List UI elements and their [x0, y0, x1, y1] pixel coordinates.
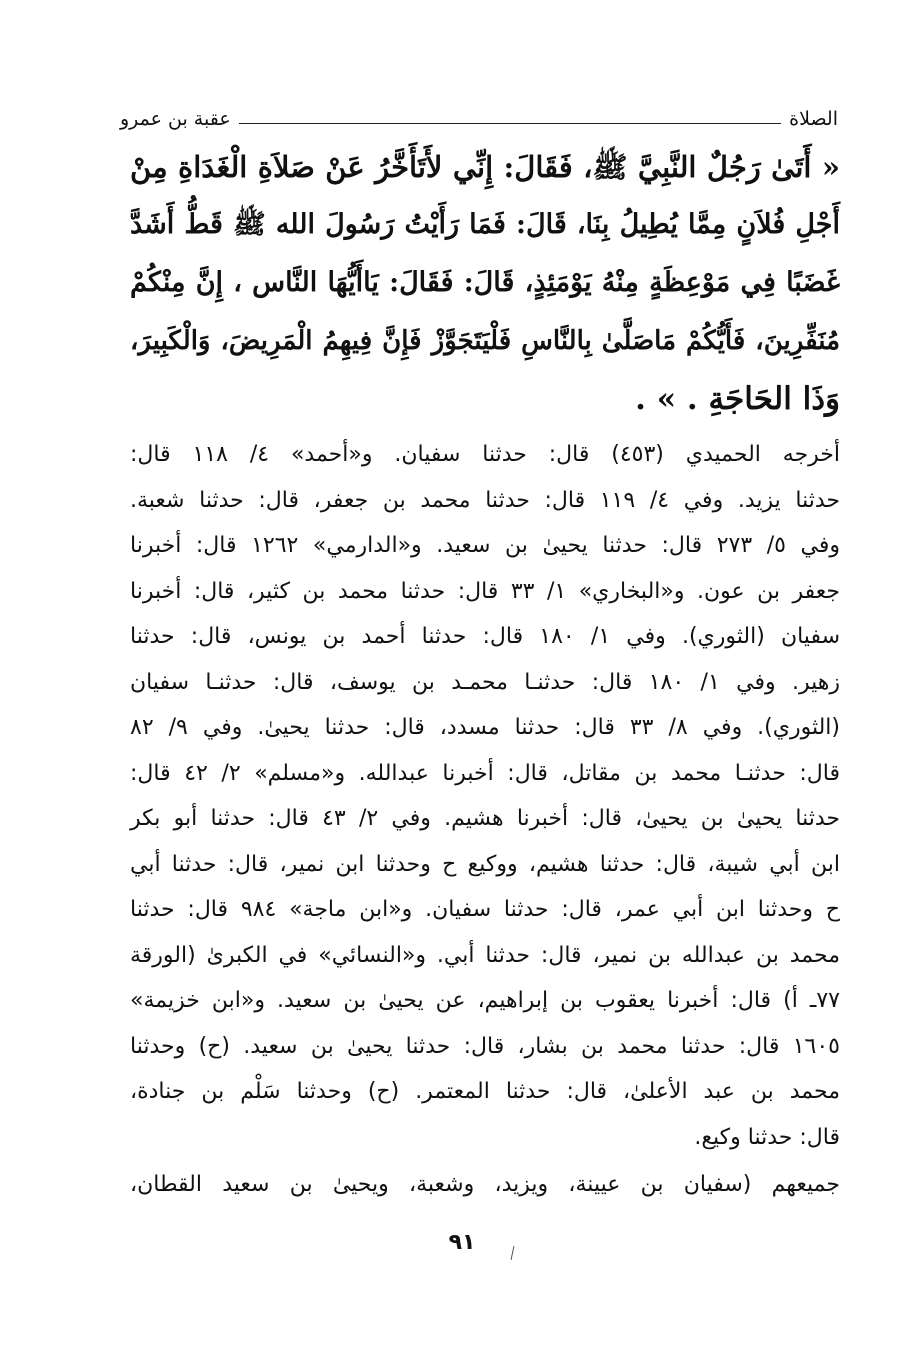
- header-rule: [239, 123, 781, 124]
- takhrij-line: ٧٧ـ أ) قال: أخبرنا يعقوب بن إبراهيم، عن يحيىٰ بن سعيد. و«ابن خزيمة»: [130, 988, 840, 1013]
- takhrij-line: ١٦٠٥ قال: حدثنا محمد بن بشار، قال: حدثنا يحيىٰ بن سعيد. (ح) وحدثنا: [130, 1033, 840, 1059]
- second-paragraph: [130, 1162, 840, 1207]
- takhrij-line: ابن أبي شيبة، قال: حدثنا هشيم، ووكيع ح وحدثنا ابن نمير، قال: حدثنا أبي: [130, 851, 840, 877]
- takhrij-line: أخرجه الحميدي (٤٥٣) قال: حدثنا سفيان. و«أحمد» ٤/ ١١٨ قال:: [130, 442, 841, 467]
- page-number: ٩١: [448, 1230, 476, 1255]
- takhrij-line: قال: حدثنا وكيع.: [694, 1124, 840, 1150]
- takhrij-line: قال: حدثنـا محمد بن مقاتل، قال: أخبرنا عبدالله. و«مسلم» ٢/ ٤٢ قال:: [130, 760, 841, 786]
- hadith-line: مُنَفِّرِينَ، فَأَيُّكُمْ مَاصَلَّىٰ بِالنَّاسِ فَلْيَتَجَوَّزْ فَإِنَّ فِيهِمُ الْمَرِيضَ، وَالْكَبِيرَ،: [130, 326, 840, 356]
- takhrij-line: (الثوري). وفي ٨/ ٣٣ قال: حدثنا مسدد، قال: حدثنا يحيىٰ. وفي ٩/ ٨٢: [130, 715, 841, 740]
- header-chapter-title: الصلاة: [789, 108, 838, 130]
- hadith-line: وَذَا الحَاجَةِ . » .: [635, 381, 840, 417]
- takhrij-line: حدثنا يحيىٰ بن يحيىٰ، قال: أخبرنا هشيم. وفي ٢/ ٤٣ قال: حدثنا أبو بكر: [130, 806, 841, 831]
- takhrij-line: وفي ٥/ ٢٧٣ قال: حدثنا يحيىٰ بن سعيد. و«الدارمي» ١٢٦٢ قال: أخبرنا: [130, 533, 841, 558]
- hadith-line: أَجْلِ فُلاَنٍ مِمَّا يُطِيلُ بِنَا، قَالَ: فَمَا رَأَيْتُ رَسُولَ الله ﷺ قَطُّ أَشَدَّ: [130, 209, 840, 240]
- takhrij-line: زهير. وفي ١/ ١٨٠ قال: حدثنـا محمـد بن يوسف، قال: حدثنـا سفيان: [130, 669, 840, 695]
- takhrij-line: سفيان (الثوري). وفي ١/ ١٨٠ قال: حدثنا أحمد بن يونس، قال: حدثنا: [130, 624, 841, 649]
- takhrij-line: جعفر بن عون. و«البخاري» ١/ ٣٣ قال: حدثنا محمد بن كثير، قال: أخبرنا: [130, 578, 840, 604]
- hadith-line: غَضَبًا فِي مَوْعِظَةٍ مِنْهُ يَوْمَئِذٍ، قَالَ: فَقَالَ: يَاأَيُّهَا النَّاس ، إِنَّ مِنْكُمْ: [130, 267, 840, 298]
- takhrij-paragraph: [130, 432, 840, 1160]
- takhrij-line: محمد بن عبد الأعلىٰ، قال: حدثنا المعتمر. (ح) وحدثنا سَلْم بن جنادة،: [130, 1079, 840, 1104]
- running-header: [120, 100, 838, 130]
- hadith-line: « أَتَىٰ رَجُلٌ النَّبِيَّ ﷺ، فَقَالَ: إِنِّي لأَتَأَخَّرُ عَنْ صَلاَةِ الْغَدَاةِ مِنْ: [130, 150, 840, 184]
- header-section-title: عقبة بن عمرو: [120, 108, 231, 130]
- paragraph-line: جميعهم (سفيان بن عيينة، ويزيد، وشعبة، ويحيىٰ بن سعيد القطان،: [130, 1172, 840, 1197]
- takhrij-line: حدثنا يزيد. وفي ٤/ ١١٩ قال: حدثنا محمد بن جعفر، قال: حدثنا شعبة.: [130, 487, 841, 513]
- takhrij-line: ح وحدثنا ابن أبي عمر، قال: حدثنا سفيان. و«ابن ماجة» ٩٨٤ قال: حدثنا: [130, 897, 841, 922]
- takhrij-line: محمد بن عبدالله بن نمير، قال: حدثنا أبي. و«النسائي» في الكبرىٰ (الورقة: [130, 942, 840, 968]
- hadith-text: [130, 138, 840, 428]
